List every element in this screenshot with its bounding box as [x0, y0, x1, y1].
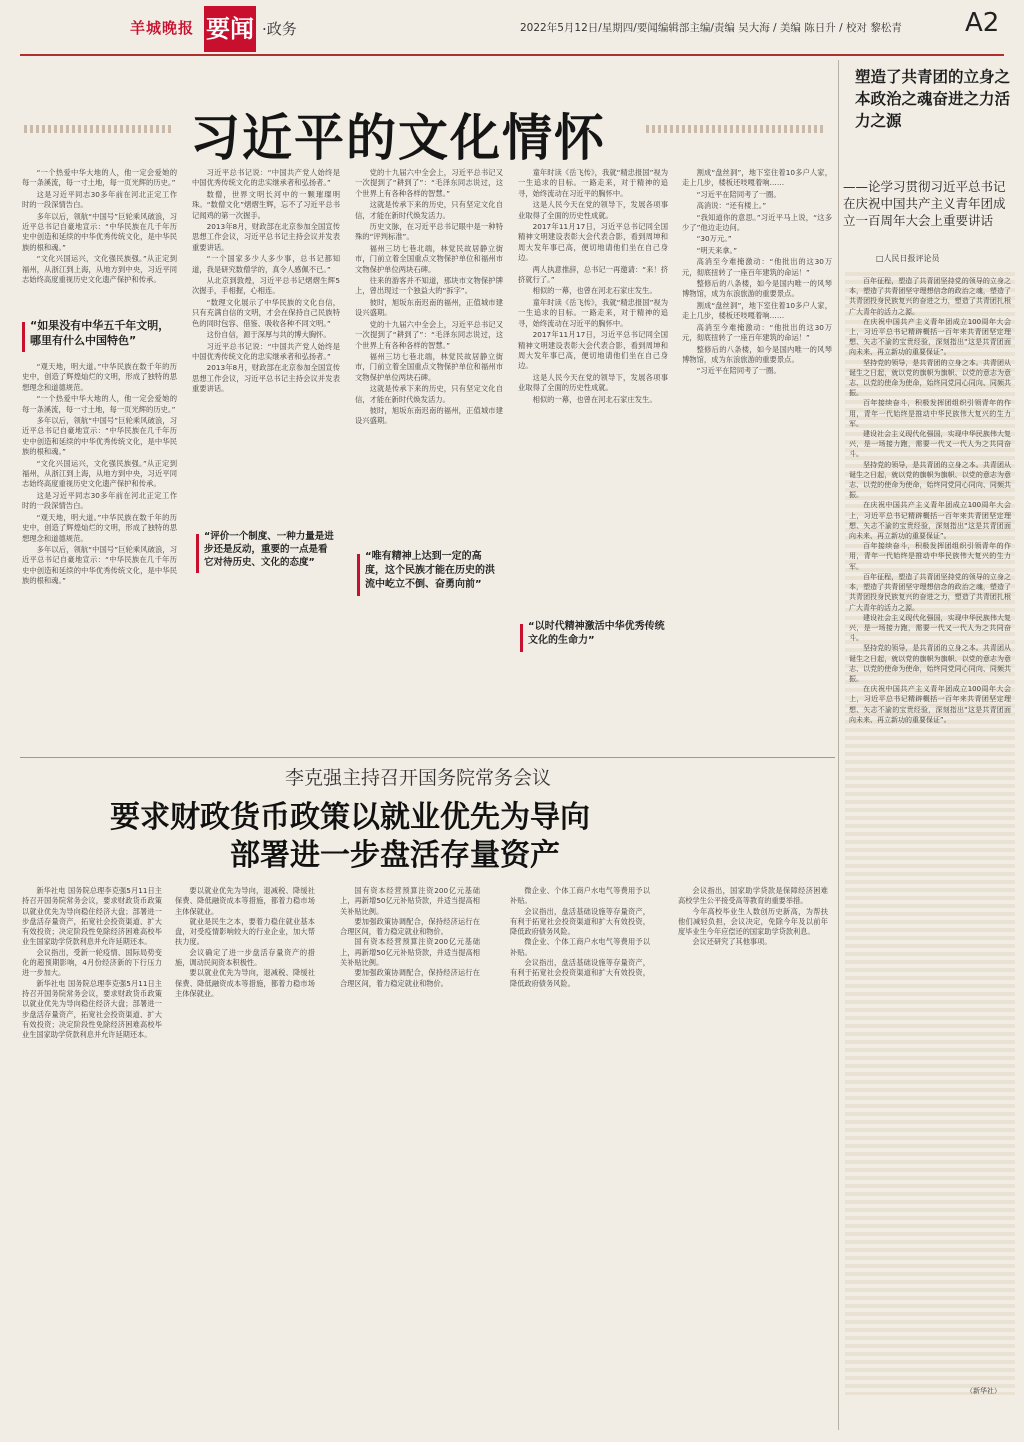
masthead-logo: 羊城晚报 [130, 19, 195, 37]
paragraph: 会议指出，盘活基础设施等存量资产，有利于拓宽社会投资渠道和扩大有效投资，降低政府债务风险。 [510, 906, 650, 937]
lower-column-2 [175, 886, 315, 1426]
paragraph: 这是人民今天在党的领导下，发展各项事业取得了全面的历史性成就。 [518, 200, 668, 220]
paragraph: 国有资本经营预算注资200亿元基础上，再新增50亿元补贴贷款，并适当提高相关补贴比例。 [340, 937, 480, 968]
paragraph: 在庆祝中国共产主义青年团成立100周年大会上，习近平总书记精辟概括一百年来共青团坚定理想、矢志不渝的宝贵经验，深刻指出“这是共青团面向未来、再立新功的重要保证”。 [849, 685, 1011, 724]
main-title: 习近平的文化情怀 [190, 109, 606, 167]
side-article-body [845, 272, 1015, 1395]
lower-article-kicker: 李克强主持召开国务院常务会议 [285, 767, 552, 789]
main-column-1a [22, 168, 177, 308]
paragraph: 建设社会主义现代化强国，实现中华民族伟大复兴，是一场接力跑，需要一代又一代人为之共同奋斗。 [849, 613, 1011, 643]
paragraph: 要以就业优先为导向，退减税、降缓社保费、降低融资成本等措施，都着力稳市场主体保就业。 [175, 968, 315, 998]
paragraph: 习近平总书记说：“中国共产党人始终是中国优秀传统文化的忠实继承者和弘扬者。” [192, 168, 340, 188]
pullquote-2: “评价一个制度、一种力量是进步还是反动，重要的一点是看它对待历史、文化的态度” [196, 530, 334, 569]
section-label: 要闻 [204, 6, 256, 52]
paragraph: 这就是传承下来的历史，只有坚定文化自信，才能在新时代焕发活力。 [355, 200, 503, 220]
lower-article-title-line2: 部署进一步盘活存量资产 [230, 838, 560, 873]
paragraph: 会议指出，盘活基础设施等存量资产，有利于拓宽社会投资渠道和扩大有效投资，降低政府债务风险。 [510, 958, 650, 988]
paragraph: “明天来拿。” [696, 245, 737, 255]
title-decoration-right [646, 125, 826, 133]
paragraph: “文化兴国运兴，文化强民族强。”从正定到福州，从浙江到上海，从地方到中央，习近平同志始终高度重视历史文化遗产保护和传承。 [22, 458, 177, 489]
paragraph: 百年征程，塑造了共青团坚持党的领导的立身之本，塑造了共青团坚守理想信念的政治之魂，塑造了共青团投身民族复兴的奋进之力，塑造了共青团扎根广大青年的活力之源。 [849, 277, 1011, 316]
paragraph: 国有资本经营预算注资200亿元基础上，再新增50亿元补贴贷款，并适当提高相关补贴比例。 [340, 886, 480, 916]
paragraph: 多年以后，领航“中国号”巨轮乘风破浪，习近平总书记自豪地宣示：“中华民族在几千年历史中创造和延续的中华优秀传统文化，是中华民族的根和魂。” [22, 544, 177, 586]
paragraph: “习近平在陪同考了一圈。 [696, 189, 781, 199]
paragraph: 微企业、个体工商户水电气等费用予以补贴。 [510, 937, 650, 957]
title-decoration-left [24, 125, 174, 133]
header-rule [20, 54, 1004, 56]
section-sub-label: ·政务 [262, 20, 297, 38]
paragraph: 彼时，旭坂东南迟南的福州，正值城市建设兴盛期。 [355, 297, 503, 318]
paragraph: 2013年8月，财政部在北京参加全国宣传思想工作会议，习近平总书记主持会议并发表重要讲话。 [192, 222, 340, 252]
paragraph: 建设社会主义现代化强国，实现中华民族伟大复兴，是一场接力跑，需要一代又一代人为之共同奋斗。 [849, 430, 1011, 459]
paragraph: 历史文脉，在习近平总书记眼中是一种特殊的“评判标准”。 [355, 222, 503, 242]
paragraph: 会议还研究了其他事项。 [692, 937, 772, 947]
paragraph: 这份自信，源于深厚与共的博大胸怀。 [206, 330, 331, 340]
paragraph: “一个热爱中华大地的人，他一定会爱她的每一条溪流，每一寸土地，每一页光辉的历史。” [22, 168, 177, 188]
side-article-author: □人民日报评论员 [876, 254, 940, 263]
paragraph: 在庆祝中国共产主义青年团成立100周年大会上，习近平总书记精辟概括一百年来共青团坚定理想、矢志不渝的宝贵经验，深刻指出“这是共青团面向未来、再立新功的重要保证”。 [849, 317, 1011, 357]
lower-column-3 [340, 886, 480, 1426]
pullquote-4: “以时代精神激活中华优秀传统文化的生命力” [520, 620, 666, 648]
paragraph: 今年高校毕业生人数创历史新高，为帮扶他们减轻负担，会议决定，免除今年及以前年度毕业生今年应偿还的国家助学贷款利息。 [678, 906, 828, 937]
paragraph: 割成“盘丝洞”，地下室住着10多户人家，走上几步，楼板还吱嘎着响…… [682, 300, 832, 321]
paragraph: 要加强政策协调配合，保持经济运行在合理区间，着力稳定就业和物价。 [340, 968, 480, 988]
paragraph: 在庆祝中国共产主义青年团成立100周年大会上，习近平总书记精辟概括一百年来共青团坚定理想、矢志不渝的宝贵经验，深刻指出“这是共青团面向未来、再立新功的重要保证”。 [849, 501, 1011, 541]
paragraph: 习近平总书记说：“中国共产党人始终是中国优秀传统文化的忠实继承者和弘扬者。” [192, 341, 340, 361]
paragraph: 会议指出，国家助学贷款是保障经济困难高校学生公平接受高等教育的重要举措。 [678, 886, 828, 906]
pullquote-1: “如果没有中华五千年文明，哪里有什么中国特色” [22, 318, 177, 348]
main-column-4 [518, 168, 668, 748]
side-article-title: 塑造了共青团的立身之本政治之魂奋进之力活力之源 [855, 68, 1011, 130]
paragraph: 微企业、个体工商户水电气等费用予以补贴。 [510, 886, 650, 906]
paragraph: “观天地，明大道。”中华民族在数千年的历史中，创造了辉煌灿烂的文明，形成了独特的思想理念和道德规范。 [22, 362, 177, 392]
paragraph: 福州三坊七巷北端，林觉民故居静立街市，门前立着全国重点文物保护单位和福州市文物保护单位两块石碑。 [355, 351, 503, 382]
paragraph: 2017年11月17日，习近平总书记同全国精神文明建设表彰大会代表合影，看到周坤和周大发年事已高，便切地请他们坐在自己身边。 [518, 222, 668, 263]
page-number: A2 [965, 8, 1000, 38]
paragraph: 会议指出，受新一轮疫情、国际局势变化的超预期影响，4月份经济新的下行压力进一步加大。 [22, 947, 162, 978]
paragraph: 坚持党的领导，是共青团的立身之本。共青团从诞生之日起，就以党的旗帜为旗帜、以党的意志为意志、以党的使命为使命，始终同党同心同向、同频共振。 [849, 460, 1011, 500]
lower-column-4 [510, 886, 650, 1426]
paragraph: 多年以后，领航“中国号”巨轮乘风破浪，习近平总书记自豪地宣示：“中华民族在几千年历史中创造和延续的中华优秀传统文化，是中华民族的根和魂。” [22, 211, 177, 252]
side-article-subtitle: ——论学习贯彻习近平总书记在庆祝中国共产主义青年团成立一百周年大会上重要讲话 [843, 179, 1006, 228]
paragraph: 新华社电 国务院总理李克强5月11日主持召开国务院常务会议，要求财政货币政策以就业优先为导向稳住经济大盘；部署进一步盘活存量资产，拓宽社会投资渠道、扩大有效投资；决定阶段性免除经济困难高校毕业生国家助学贷款利息并允许延期还本。 [22, 886, 162, 947]
side-article-end: （新华社） [966, 1387, 1001, 1395]
column-divider [838, 60, 839, 1430]
paragraph: 坚持党的领导，是共青团的立身之本。共青团从诞生之日起，就以党的旗帜为旗帜、以党的意志为意志、以党的使命为使命，始终同党同心同向、同频共振。 [849, 644, 1011, 683]
main-column-3 [355, 168, 503, 748]
lower-column-5 [678, 886, 828, 1426]
paragraph: “观天地，明大道。”中华民族在数千年的历史中，创造了辉煌灿烂的文明，形成了独特的思想理念和道德规范。 [22, 512, 177, 543]
paragraph: 百年征程，塑造了共青团坚持党的领导的立身之本，塑造了共青团坚守理想信念的政治之魂，塑造了共青团投身民族复兴的奋进之力，塑造了共青团扎根广大青年的活力之源。 [849, 572, 1011, 612]
side-article-text [849, 276, 1011, 1386]
paragraph: 这是习近平同志30多年前在河北正定工作时的一段深情告白。 [22, 490, 177, 511]
paragraph: 整修后的八条楼，如今是国内唯一的风琴博物馆，成为东浪旅游的重要景点。 [682, 344, 832, 364]
paragraph: 新华社电 国务院总理李克强5月11日主持召开国务院常务会议，要求财政货币政策以就业优先为导向稳住经济大盘；部署进一步盘活存量资产，拓宽社会投资渠道、扩大有效投资；决定阶段性免除经济困难高校毕业生国家助学贷款利息并允许延期还本。 [22, 978, 162, 1040]
paragraph: 从北京到敦煌，习近平总书记熠熠生辉5次握手，手相握，心相连。 [192, 276, 340, 296]
header-info: 2022年5月12日/星期四/要闻编辑部主编/责编 吴大海 / 美编 陈日升 / 校对 黎松青 [520, 22, 902, 34]
paragraph: 相似的一幕，也曾在河北石家庄发生。 [532, 394, 657, 404]
paragraph: 就业是民生之本，要着力稳住就业基本盘，对受疫情影响较大的行业企业，加大帮扶力度。 [175, 916, 315, 947]
paragraph: 整修后的八条楼，如今是国内唯一的风琴博物馆，成为东浪旅游的重要景点。 [682, 279, 832, 299]
paragraph: “30万元。” [696, 234, 732, 244]
paragraph: 这是习近平同志30多年前在河北正定工作时的一段深情告白。 [22, 189, 177, 210]
paragraph: 要以就业优先为导向，退减税、降缓社保费、降低融资成本等措施，都着力稳市场主体保就业。 [175, 886, 315, 916]
paragraph: 这是人民今天在党的领导下，发展各项事业取得了全面的历史性成就。 [518, 372, 668, 393]
paragraph: 会议确定了进一步盘活存量资产的措施，调动民间资本积极性。 [175, 947, 315, 968]
paragraph: 坚持党的领导，是共青团的立身之本。共青团从诞生之日起，就以党的旗帜为旗帜、以党的意志为意志、以党的使命为使命，始终同党同心同向、同频共振。 [849, 358, 1011, 398]
paragraph: 高消至今难掩激动：“他批出的这30万元，彻底扭转了一座百年建筑的命运！” [682, 257, 832, 277]
paragraph: 童年时读《岳飞传》，我就“精忠报国”视为一生追求的目标。一路走来，对于精神的追寻，始终流动在习近平的胸怀中。 [518, 297, 668, 328]
paragraph: “我知道你的意思。”习近平马上说，“这多少了”他边走边问。 [682, 212, 832, 233]
section-divider [20, 757, 835, 758]
paragraph: 数僧，世界文明长河中的一颗璀璨明珠。“数僧文化”熠熠生辉，忘不了习近平总书记闻鸡的第一次握手。 [192, 189, 340, 220]
paragraph: 相似的一幕，也曾在河北石家庄发生。 [532, 286, 657, 296]
paragraph: 往来的游客并不知道，那块市文物保护牌上，曾出现过一个独益大的“拆字”。 [355, 276, 503, 296]
main-column-5 [682, 168, 832, 748]
paragraph: 两人执意推辞，总书记一再邀请：“来！挤挤就行了。” [518, 264, 668, 285]
paragraph: “一个国家多少人多少事，总书记都知道，我是研究数僧学的，真令人感佩不已。” [192, 254, 340, 274]
pullquote-3: “唯有精神上达到一定的高度，这个民族才能在历史的洪流中屹立不倒、奋勇向前” [357, 550, 501, 592]
paragraph: 这就是传承下来的历史，只有坚定文化自信，才能在新时代焕发活力。 [355, 384, 503, 404]
paragraph: 2017年11月17日，习近平总书记同全国精神文明建设表彰大会代表合影，看到周坤和周大发年事已高，便切地请他们坐在自己身边。 [518, 330, 668, 371]
paragraph: “文化兴国运兴，文化强民族强。”从正定到福州，从浙江到上海，从地方到中央，习近平同志始终高度重视历史文化遗产保护和传承。 [22, 254, 177, 285]
paragraph: 百年接续奋斗，积极发挥团组织引领青年的作用，青年一代始终是推动中华民族伟大复兴的生力军。 [849, 399, 1011, 428]
paragraph: “一个热爱中华大地的人，他一定会爱她的每一条溪流，每一寸土地，每一页光辉的历史。” [22, 394, 177, 414]
paragraph: 童年时读《岳飞传》，我就“精忠报国”视为一生追求的目标。一路走来，对于精神的追寻，始终流动在习近平的胸怀中。 [518, 168, 668, 198]
lower-column-1 [22, 886, 162, 1426]
paragraph: 党的十九届六中全会上，习近平总书记又一次提到了“耕到了”：“毛泽东同志说过，这个世界上有各种各样的智慧。” [355, 168, 503, 198]
paragraph: 福州三坊七巷北端，林觉民故居静立街市，门前立着全国重点文物保护单位和福州市文物保护单位两块石碑。 [355, 243, 503, 274]
paragraph: “习近平在陪同考了一圈。 [696, 366, 781, 376]
paragraph: “数理文化展示了中华民族的文化自信，只有充满自信的文明，才会在保持自己民族特色的同时包容、借鉴、吸收各种不同文明。” [192, 297, 340, 328]
paragraph: 百年接续奋斗，积极发挥团组织引领青年的作用，青年一代始终是推动中华民族伟大复兴的生力军。 [849, 542, 1011, 571]
paragraph: 党的十九届六中全会上，习近平总书记又一次提到了“耕到了”：“毛泽东同志说过，这个世界上有各种各样的智慧。” [355, 319, 503, 350]
main-column-1b [22, 362, 177, 747]
paragraph: 要加强政策协调配合，保持经济运行在合理区间，着力稳定就业和物价。 [340, 916, 480, 937]
paragraph: 彼时，旭坂东南迟南的福州，正值城市建设兴盛期。 [355, 405, 503, 426]
paragraph: 高消说：“还有楼上。” [696, 201, 767, 211]
lower-article-title-line1: 要求财政货币政策以就业优先为导向 [110, 800, 590, 835]
paragraph: 2013年8月，财政部在北京参加全国宣传思想工作会议，习近平总书记主持会议并发表重要讲话。 [192, 363, 340, 394]
paragraph: 多年以后，领航“中国号”巨轮乘风破浪，习近平总书记自豪地宣示：“中华民族在几千年历史中创造和延续的中华优秀传统文化，是中华民族的根和魂。” [22, 416, 177, 457]
paragraph: 高消至今难掩激动：“他批出的这30万元，彻底扭转了一座百年建筑的命运！” [682, 322, 832, 343]
paragraph: 割成“盘丝洞”，地下室住着10多户人家，走上几步，楼板还吱嘎着响…… [682, 168, 832, 188]
